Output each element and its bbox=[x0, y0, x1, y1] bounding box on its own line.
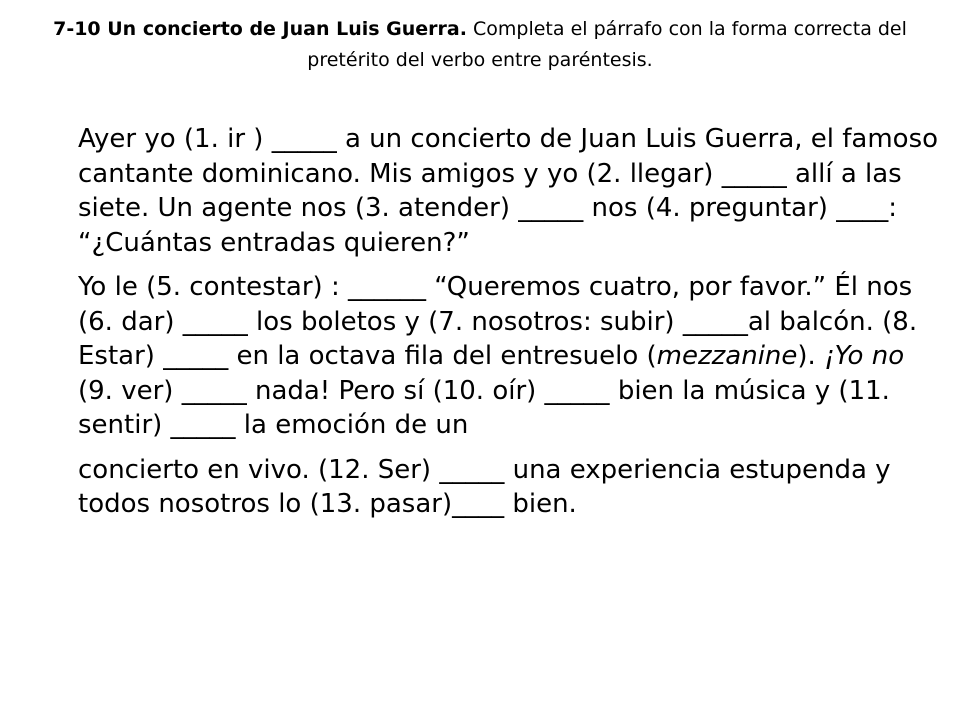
paragraph-2-part-2: ). bbox=[797, 341, 825, 371]
paragraph-2-italic-yo-no: ¡Yo no bbox=[824, 341, 905, 371]
exercise-heading bbox=[20, 14, 940, 76]
paragraph-3: concierto en vivo. (12. Ser) _____ una experiencia estupenda y todos nosotros lo (13. pasar)____ bien. bbox=[78, 454, 891, 519]
paragraph-2-italic-mezzanine: mezzanine bbox=[656, 341, 798, 371]
paragraph-2-part-1: Yo le (5. contestar) : ______ “Queremos cuatro, por favor.” Él nos (6. dar) _____ los boletos y (7. nosotros: subir) _____al balcón. (8. Estar) _____ en la octava fila del entresuelo ( bbox=[78, 272, 918, 371]
exercise-body bbox=[78, 122, 940, 522]
paragraph-2 bbox=[78, 270, 940, 443]
exercise-instruction: Completa el párrafo con la forma correcta del pretérito del verbo entre paréntesis. bbox=[307, 18, 907, 71]
exercise-title: 7-10 Un concierto de Juan Luis Guerra. bbox=[53, 18, 467, 40]
paragraph-1: Ayer yo (1. ir ) _____ a un concierto de Juan Luis Guerra, el famoso cantante dominicano. Mis amigos y yo (2. llegar) _____ allí a las siete. Un agente nos (3. atender) _____ nos (4. preguntar) ____: “¿Cuántas entradas quieren?” bbox=[78, 124, 939, 258]
paragraph-2-part-3: (9. ver) _____ nada! Pero sí (10. oír) _____ bien la música y (11. sentir) _____ la emoción de un bbox=[78, 375, 890, 440]
